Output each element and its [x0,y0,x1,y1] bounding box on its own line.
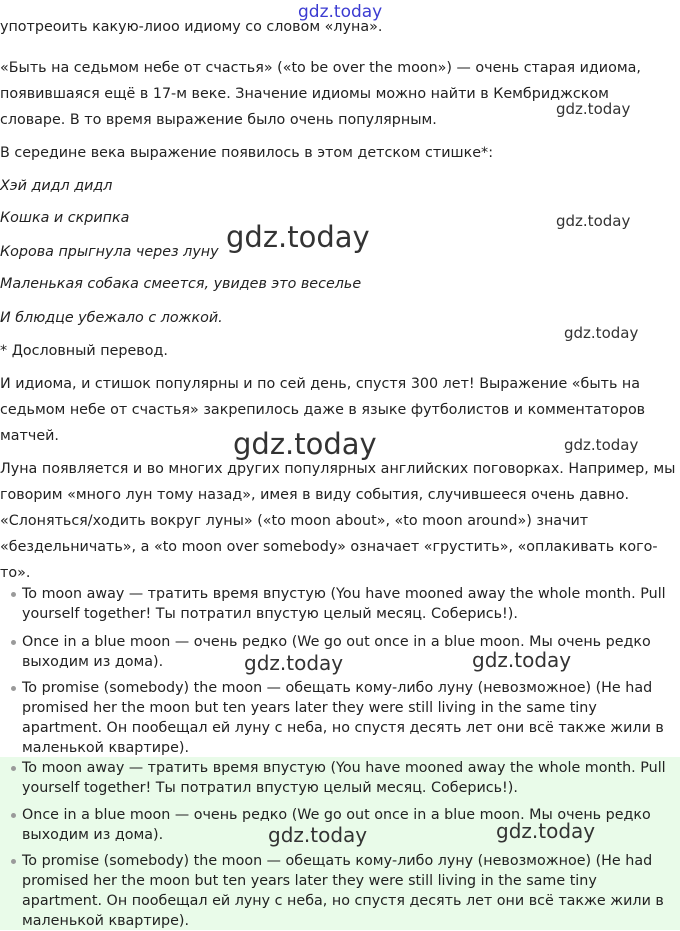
watermark-top: gdz.today [298,2,383,22]
paragraph-popularity: И идиома, и стишок популярны и по сей день, спустя 300 лет! Выражение «быть на седьмом небе от счастья» закрепилось даже в языке футболистов и комментаторов матчей. [0,376,646,444]
watermark: gdz.today [556,212,631,230]
list-item: Once in a blue moon — очень редко (We go out once in a blue moon. Мы очень редко выходим из дома). [22,805,672,845]
watermark: gdz.today [268,823,368,847]
watermark: gdz.today [472,648,572,672]
paragraph-idiom-origin: «Быть на седьмом небе от счастья» («to be over the moon») — очень старая идиома, появившаяся ещё в 17-м веке. Значение идиомы можно найти в Кембриджском словаре. В то время выражение было очень популярным. [0,60,641,128]
watermark: gdz.today [226,220,370,254]
rhyme-line-5: И блюдце убежало с ложкой. [0,310,223,326]
rhyme-line-2: Кошка и скрипка [0,210,130,226]
list-item: To promise (somebody) the moon — обещать кому-либо луну (невозможное) (He had promised her the moon but ten years later they were still living in the same tiny apartment. Он пообещал ей луну с неба, но спустя десять лет они всё также жили в маленькой квартире). [22,851,672,931]
rhyme-line-3: Корова прыгнула через луну [0,244,219,260]
watermark: gdz.today [496,819,596,843]
paragraph-intro: употреоить какую-лиоо идиому со словом «луна». [0,19,383,35]
watermark: gdz.today [233,427,377,461]
list-item: To moon away — тратить время впустую (You have mooned away the whole month. Pull yourself together! Ты потратил впустую целый месяц. Соберись!). [22,584,672,624]
list-item: To moon away — тратить время впустую (You have mooned away the whole month. Pull yourself together! Ты потратил впустую целый месяц. Соберись!). [22,758,672,798]
list-item: Once in a blue moon — очень редко (We go out once in a blue moon. Мы очень редко выходим из дома). [22,632,672,672]
list-item: To promise (somebody) the moon — обещать кому-либо луну (невозможное) (He had promised her the moon but ten years later they were still living in the same tiny apartment. Он пообещал ей луну с неба, но спустя десять лет они всё также жили в маленькой квартире). [22,678,672,758]
watermark: gdz.today [564,436,639,454]
rhyme-line-4: Маленькая собака смеется, увидев это веселье [0,276,362,292]
rhyme-line-1: Хэй дидл дидл [0,178,113,194]
watermark: gdz.today [564,324,639,342]
paragraph-rhyme-intro: В середине века выражение появилось в этом детском стишке*: [0,145,494,161]
paragraph-other-sayings: Луна появляется и во многих других популярных английских поговорках. Например, мы говорим «много лун тому назад», имея в виду события, случившееся очень давно. «Слоняться/ходить вокруг луны» («to moon about», «to moon around») значит «бездельничать», а «to moon over somebody» означает «грустить», «оплакивать кого-то». [0,461,676,581]
watermark: gdz.today [244,651,344,675]
footnote: * Дословный перевод. [0,343,168,359]
watermark: gdz.today [556,100,631,118]
